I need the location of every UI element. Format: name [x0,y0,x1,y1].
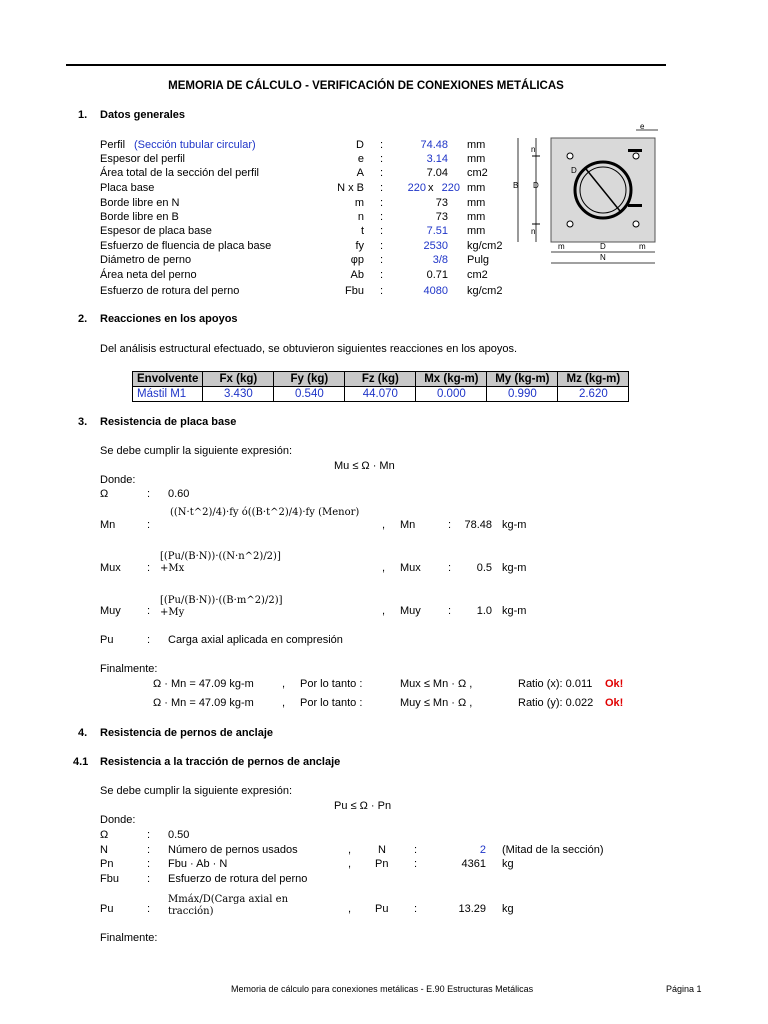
check1-condition: Mux ≤ Mn · Ω , [400,678,473,690]
section-3-number: 3. [78,416,88,428]
general-data-label: Perfil [100,139,126,151]
colon: : [147,858,151,870]
colon: : [414,903,418,915]
general-data-symbol: n [357,211,364,223]
section-2-intro: Del análisis estructural efectuado, se obtuvieron siguientes reacciones en los apoyos. [100,343,518,355]
reactions-cell: 0.990 [487,387,558,402]
general-data-label: Área total de la sección del perfil [100,167,259,179]
colon: : [147,829,151,841]
general-data-symbol: N x B [337,182,364,194]
general-data-label: Borde libre en N [100,197,180,209]
n-label: N [100,844,108,856]
pu-value: 13.29 [458,903,486,915]
reactions-cell: 44.070 [345,387,416,402]
section-1-heading: Datos generales [100,109,185,121]
check2-ok-badge: Ok! [605,697,624,709]
general-data-symbol: fy [355,240,364,252]
diagram-label-m-right: m [639,242,646,251]
omega-symbol-2: Ω [100,829,109,841]
colon: : [380,254,384,266]
colon: : [380,153,384,165]
general-data-value: 220 [441,182,460,194]
section-4-1-intro: Se debe cumplir la siguiente expresión: [100,785,293,797]
section-4-1-donde: Donde: [100,814,136,826]
general-data-unit: Pulg [467,254,490,266]
colon: : [448,562,452,574]
check2-ratio: Ratio (y): 0.022 [518,697,594,709]
general-data-value: 7.04 [426,167,448,179]
reactions-header-row [133,372,629,387]
reactions-header: My (kg-m) [487,372,558,387]
mn-value: 78.48 [464,519,492,531]
diagram-label-D-horizontal: D [600,242,606,251]
general-data-unit: mm [467,182,486,194]
page-title: MEMORIA DE CÁLCULO - VERIFICACIÓN DE CONEXIONES METÁLICAS [168,80,564,92]
colon: : [147,488,151,500]
general-data-unit: mm [467,153,486,165]
colon: : [380,240,384,252]
general-data-value: 0.71 [426,269,448,281]
omega-value-2: 0.50 [168,829,190,841]
pn-unit: kg [502,858,514,870]
fbu-label: Fbu [100,873,119,885]
colon: : [414,858,418,870]
mux-unit: kg-m [502,562,527,574]
general-data-label: Borde libre en B [100,211,179,223]
general-data-unit: cm2 [467,269,488,281]
comma: , [348,844,352,856]
omega-symbol: Ω [100,488,109,500]
muy-formula-line1: [(Pu/(B·N))·((B·m^2)/2)] [160,595,283,606]
colon: : [147,605,151,617]
general-data-symbol: m [354,197,364,209]
n-symbol: N [378,844,386,856]
check2-condition: Muy ≤ Mn · Ω , [400,697,473,709]
section-4-1-finalmente: Finalmente: [100,932,158,944]
colon: : [448,605,452,617]
general-data-symbol: e [357,153,364,165]
general-data-label: Espesor de placa base [100,225,212,237]
omega-value: 0.60 [168,488,190,500]
pn-value: 4361 [461,858,486,870]
diagram-label-B: B [513,181,519,190]
colon: : [380,211,384,223]
muy-result-label: Muy [400,605,421,617]
general-data-note: (Sección tubular circular) [134,139,256,151]
section-4-1-number: 4.1 [73,756,89,768]
colon: : [380,225,384,237]
general-data-unit: mm [467,197,486,209]
section-3-finalmente: Finalmente: [100,663,158,675]
colon: : [448,519,452,531]
muy-value: 1.0 [476,605,492,617]
n-value: 2 [479,844,486,856]
general-data-value: 73 [435,211,448,223]
check2-lhs: Ω · Mn = 47.09 kg-m [153,697,254,709]
reactions-table [132,371,629,402]
section-4-heading: Resistencia de pernos de anclaje [100,727,274,739]
check1-lhs: Ω · Mn = 47.09 kg-m [153,678,254,690]
section-2-number: 2. [78,313,88,325]
pu-unit: kg [502,903,514,915]
reactions-cell: 3.430 [203,387,274,402]
section-3-donde: Donde: [100,474,136,486]
comma: , [382,605,386,617]
section-1-number: 1. [78,109,88,121]
general-data-label: Área neta del perno [100,269,197,281]
top-rule [66,64,666,66]
general-data-label: Esfuerzo de rotura del perno [100,285,240,297]
general-data-symbol: Ab [350,269,364,281]
reactions-cell: 0.000 [416,387,487,402]
pu-label-2: Pu [100,903,114,915]
reactions-cell: Mástil M1 [133,387,203,402]
comma: , [382,562,386,574]
n-description: Número de pernos usados [168,844,298,856]
general-data-value: 4080 [423,285,448,297]
mux-label: Mux [100,562,121,574]
general-data-symbol: φp [350,254,364,266]
mux-formula-line1: [(Pu/(B·N))·((N·n^2)/2)] [160,551,281,562]
n-note: (Mitad de la sección) [502,844,604,856]
diagram-label-D-vertical: D [533,181,539,190]
diagram-label-n-bottom: n [531,227,536,236]
pu-symbol: Pu [375,903,389,915]
colon: : [380,139,384,151]
fbu-description: Esfuerzo de rotura del perno [168,873,308,885]
muy-unit: kg-m [502,605,527,617]
times-sign: x [428,182,434,194]
reactions-cell: 2.620 [558,387,629,402]
general-data-value: 74.48 [420,139,448,151]
general-data-label: Diámetro de perno [100,254,192,266]
general-data-label: Espesor del perfil [100,153,185,165]
colon: : [414,844,418,856]
diagram-label-m-left: m [558,242,565,251]
colon: : [380,197,384,209]
comma: , [348,858,352,870]
colon: : [380,269,384,281]
general-data-value: 7.51 [426,225,448,237]
mn-result-label: Mn [400,519,416,531]
mux-value: 0.5 [476,562,492,574]
mn-label: Mn [100,519,116,531]
general-data-value: 3/8 [432,254,448,266]
general-data-unit: kg/cm2 [467,285,503,297]
mux-result-label: Mux [400,562,421,574]
pn-description: Fbu · Ab · N [168,858,228,870]
general-data-label: Esfuerzo de fluencia de placa base [100,240,272,252]
reactions-header: Envolvente [133,372,203,387]
muy-formula-line2: +My [160,607,185,618]
muy-label: Muy [100,605,121,617]
colon: : [147,844,151,856]
general-data-value: 73 [435,197,448,209]
colon: : [147,519,151,531]
diagram-label-e: e [640,122,645,131]
colon: : [380,167,384,179]
colon: : [147,873,151,885]
diagram-label-N: N [600,253,606,262]
reactions-header: Fz (kg) [345,372,416,387]
general-data-symbol: Fbu [345,285,364,297]
reactions-header: Mz (kg-m) [558,372,629,387]
reactions-header: Mx (kg-m) [416,372,487,387]
check1-tanto: Por lo tanto : [300,678,363,690]
comma: , [282,678,286,690]
pu-formula-line2: tracción) [168,906,214,917]
footer-page-number: Página 1 [666,984,702,994]
check2-tanto: Por lo tanto : [300,697,363,709]
general-data-symbol: t [360,225,364,237]
general-data-value: 220 [407,182,426,194]
footer-text: Memoria de cálculo para conexiones metálicas - E.90 Estructuras Metálicas [231,984,534,994]
pu-description: Carga axial aplicada en compresión [168,634,343,646]
reactions-data-row [133,387,629,402]
pn-label: Pn [100,858,114,870]
colon: : [380,182,384,194]
check1-ok-badge: Ok! [605,678,624,690]
reactions-header: Fy (kg) [274,372,345,387]
colon: : [147,634,151,646]
section-2-heading: Reacciones en los apoyos [100,313,238,325]
pu-label: Pu [100,634,114,646]
general-data-value: 2530 [423,240,448,252]
reactions-cell: 0.540 [274,387,345,402]
general-data-unit: mm [467,225,486,237]
diagram-label-n-top: n [531,145,536,154]
colon: : [147,903,151,915]
general-data-symbol: A [356,167,364,179]
colon: : [380,285,384,297]
general-data-value: 3.14 [426,153,448,165]
general-data-unit: mm [467,139,486,151]
mn-unit: kg-m [502,519,527,531]
mux-formula-line2: +Mx [160,563,185,574]
comma: , [348,903,352,915]
base-plate-diagram [508,120,660,272]
pn-symbol: Pn [375,858,389,870]
section-4-number: 4. [78,727,88,739]
check1-ratio: Ratio (x): 0.011 [518,678,593,690]
pu-formula-line1: Mmáx/D(Carga axial en [168,894,289,905]
section-4-1-expression: Pu ≤ Ω · Pn [334,800,392,812]
mn-formula: ((N·t^2)/4)·fy ó((B·t^2)/4)·fy (Menor) [170,507,360,518]
comma: , [282,697,286,709]
general-data-label: Placa base [100,182,155,194]
general-data-unit: mm [467,211,486,223]
general-data-symbol: D [356,139,364,151]
comma: , [382,519,386,531]
reactions-header: Fx (kg) [203,372,274,387]
section-3-heading: Resistencia de placa base [100,416,237,428]
general-data-unit: cm2 [467,167,488,179]
section-4-1-heading: Resistencia a la tracción de pernos de anclaje [100,756,341,768]
section-3-expression: Mu ≤ Ω · Mn [334,460,395,472]
diagram-label-D-inner: D [571,166,577,175]
colon: : [147,562,151,574]
general-data-unit: kg/cm2 [467,240,503,252]
section-3-intro: Se debe cumplir la siguiente expresión: [100,445,293,457]
